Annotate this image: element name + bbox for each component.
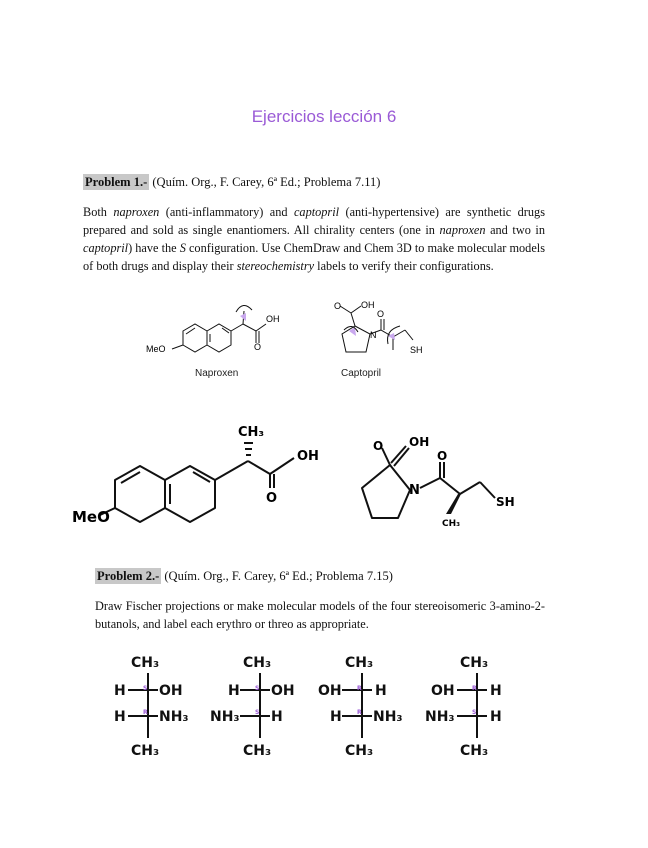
svg-text:H: H bbox=[490, 683, 502, 699]
svg-text:MeO: MeO bbox=[146, 344, 166, 354]
svg-text:CH₃: CH₃ bbox=[442, 519, 461, 529]
svg-text:O: O bbox=[373, 439, 384, 453]
svg-text:NH₃: NH₃ bbox=[159, 709, 189, 725]
svg-text:OH: OH bbox=[431, 683, 455, 699]
svg-text:O: O bbox=[377, 309, 385, 319]
svg-text:H: H bbox=[114, 709, 126, 725]
svg-text:OH: OH bbox=[159, 683, 183, 699]
svg-text:OH: OH bbox=[266, 314, 280, 324]
svg-text:CH₃: CH₃ bbox=[243, 743, 272, 759]
fischer-projection-3 bbox=[318, 655, 403, 759]
svg-text:CH₃: CH₃ bbox=[238, 425, 265, 440]
svg-text:R: R bbox=[357, 685, 362, 692]
problem1-label: Problem 1.- bbox=[85, 175, 148, 189]
svg-text:CH₃: CH₃ bbox=[131, 743, 160, 759]
svg-text:S: S bbox=[255, 709, 260, 716]
svg-text:CH₃: CH₃ bbox=[460, 655, 489, 671]
svg-text:O: O bbox=[334, 301, 342, 311]
fischer-projection-2 bbox=[210, 655, 295, 759]
svg-text:CH₃: CH₃ bbox=[460, 743, 489, 759]
svg-text:O: O bbox=[266, 491, 278, 506]
svg-text:OH: OH bbox=[409, 435, 430, 449]
svg-text:H: H bbox=[228, 683, 240, 699]
page-title: Ejercicios lección 6 bbox=[251, 107, 397, 126]
svg-text:H: H bbox=[490, 709, 502, 725]
svg-text:NH₃: NH₃ bbox=[373, 709, 403, 725]
fischer-projection-4 bbox=[425, 655, 502, 759]
svg-text:NH₃: NH₃ bbox=[210, 709, 240, 725]
svg-text:H: H bbox=[375, 683, 387, 699]
svg-text:OH: OH bbox=[318, 683, 342, 699]
svg-text:CH₃: CH₃ bbox=[345, 655, 374, 671]
svg-text:H: H bbox=[114, 683, 126, 699]
svg-text:R: R bbox=[472, 685, 477, 692]
svg-text:R: R bbox=[143, 709, 148, 716]
svg-text:CH₃: CH₃ bbox=[131, 655, 160, 671]
svg-text:SH: SH bbox=[496, 495, 515, 509]
svg-text:OH: OH bbox=[297, 449, 319, 464]
svg-text:OH: OH bbox=[271, 683, 295, 699]
fischer-projection-1 bbox=[114, 655, 189, 759]
svg-text:H: H bbox=[330, 709, 342, 725]
problem2-text: Draw Fischer projections or make molecular models of the four stereoisomeric 3-amino-2-butanols, and label each erythro or threo as appropriate. bbox=[95, 599, 545, 631]
captopril-caption: Captopril bbox=[341, 368, 382, 379]
problem1-reference: (Quím. Org., F. Carey, 6ª Ed.; Problema 7.11) bbox=[152, 175, 381, 189]
svg-text:CH₃: CH₃ bbox=[243, 655, 272, 671]
svg-text:CH₃: CH₃ bbox=[345, 743, 374, 759]
svg-text:O: O bbox=[437, 449, 448, 463]
svg-text:S: S bbox=[472, 709, 477, 716]
svg-text:OH: OH bbox=[361, 300, 375, 310]
svg-text:NH₃: NH₃ bbox=[425, 709, 455, 725]
svg-text:N: N bbox=[370, 330, 377, 340]
svg-text:H: H bbox=[271, 709, 283, 725]
svg-text:O: O bbox=[254, 342, 262, 352]
svg-text:N: N bbox=[409, 483, 420, 498]
svg-text:SH: SH bbox=[410, 345, 423, 355]
svg-text:S: S bbox=[143, 685, 148, 692]
svg-text:S: S bbox=[255, 685, 260, 692]
naproxen-caption: Naproxen bbox=[195, 368, 239, 379]
problem2-label: Problem 2.- bbox=[97, 569, 160, 583]
problem1-text: Both naproxen (anti-inflammatory) and captopril (anti-hypertensive) are synthetic drugs prepared and sold as single enantiomers. All chirality centers (one in naproxen and two in captopril) have the S configuration. Use ChemDraw and Chem 3D to make molecular models of both drugs and display their stereochemistry labels to verify their configurations. bbox=[83, 205, 545, 273]
svg-text:MeO: MeO bbox=[72, 508, 110, 526]
problem2-reference: (Quím. Org., F. Carey, 6ª Ed.; Problema 7.15) bbox=[164, 569, 393, 583]
svg-text:R: R bbox=[357, 709, 362, 716]
